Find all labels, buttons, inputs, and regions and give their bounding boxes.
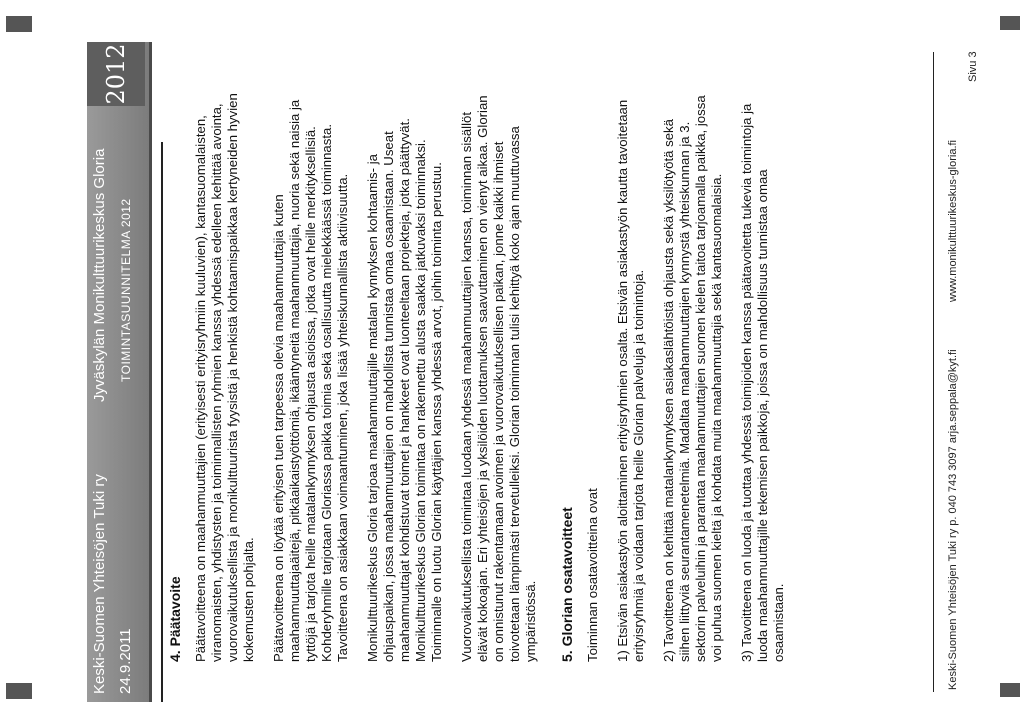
header-year-badge: 2012 [87,42,145,106]
footer-website: www.monikulttuurikeskus-gloria.fi [947,140,959,302]
section-4-paragraph-3: Monikulttuurikeskus Gloria tarjoaa maahanmuuttajille matalan kynnyksen kohtaamis- ja ohjauspaikan, jossa maahanmuuttajien on mahdollista tunnistaa omaa osaamistaan. Useat maahanmuuttajat kohdistuvat toimet ja hankkeet ovat luonteeltaan projekteja, jotka päättyvät. Monikulttuurikeskus Glorian toimintaa on rakennettu alusta saakka jatkuvaksi toiminnaksi. Toiminnalle on luotu Glorian käyttäjien kanssa yhdessä arvot, joihin toiminta perustuu. [365,118,444,662]
header-title: Jyväskylän Monikulttuurikeskus Gloria [91,148,108,402]
section-5-intro: Toiminnan osatavoitteina ovat [585,488,600,662]
header-date: 24.9.2011 [117,628,134,694]
section-4-paragraph-4: Vuorovaikutuksellista toimintaa luodaan yhdessä maahanmuuttajien kanssa, toiminnan sisällöt elävät kokoajan. Eri yhteisöjen ja yksilöiden luottamuksen saavuttaminen on vienyt aikaa. Glorian on onnistunut rakentamaan avoimen ja vuorovaikutuksellisen paikan, jonne kaikki ihmiset toivotetaan lämpimästi tervetulleiksi. Glorian toiminnan tulisi kehittyä koko ajan muuttuvassa ympäristössä. [459,95,538,662]
section-5-heading: 5. Glorian osatavoitteet [559,507,575,662]
section-4-heading: 4. Päätavoite [167,576,183,662]
footer-divider [933,52,934,692]
section-4-paragraph-1: Päätavoitteena on maahanmuuttajien (erityisesti erityisryhmiin kuuluvien), kantasuomalaisten, viranomaisten, yhdistysten ja toiminnallisten ryhmien kanssa yhdessä edelleen kehittää avointa, vuorovaikutuksellista ja monikulttuurista fyysistä ja henkistä kohtaamispaikkaa kertyneiden hyvien kokemusten pohjalta. [193,93,256,662]
section-4-paragraph-2: Päätavoitteena on löytää erityisen tuen tarpeessa olevia maahanmuuttajia kuten maahanmuuttajaäitejä, pitkäaikaistyöttömiä, ikääntyneitä maahanmuuttajia, nuoria sekä naisia ja tyttöjä ja tarjota heille matalankynnyksen ohjausta asioissa, jotka ovat heille merkityksellisiä. Kohderyhmille tarjotaan Gloriassa paikka toimia sekä osallisuutta mielekkäässä toiminnasta. Tavoitteena on asiakkaan voimaantuminen, joka lisää yhteiskunnallista aktiivisuutta. [271,99,350,662]
goal-1: 1) Etsivän asiakastyön aloittaminen erityisryhmien osalta. Etsivän asiakastyön kautta tavoitetaan erityisryhmiä ja voidaan tarjota heille Glorian palveluja ja toimintoja. [615,99,646,662]
footer-contact: Keski-Suomen Yhteisöjen Tuki ry p. 040 743 3097 arja.seppala@kyt.fi [947,349,959,690]
scan-mark-top-right [1000,16,1020,30]
page-footer [933,42,993,702]
scan-mark-top [6,16,32,32]
header-divider [161,142,163,702]
document-page [87,42,997,702]
header-subtitle: TOIMINTASUUNNITELMA 2012 [119,198,133,382]
scan-mark-bottom [6,683,32,699]
goal-2: 2) Tavoitteena on kehittää matalankynnyksen asiakaslähtöistä ohjausta sekä yksilötyötä sekä siihen liittyviä seurantamenetelmiä. Madaltaa maahanmuuttajien kynnystä yhteiskunnan ja 3. sektorin palveluihin ja parantaa maahanmuuttajien suomen kielen taitoa tarjoamalla paikka, jossa voi puhua suomen kieltä ja kohdata muita maahanmuuttajia sekä kantasuomalaisia. [661,95,724,662]
page-content [167,92,801,662]
header-org: Keski-Suomen Yhteisöjen Tuki ry [91,474,108,694]
footer-page-number: Sivu 3 [967,51,979,82]
scan-mark-bottom-right [1000,683,1020,697]
goal-3: 3) Tavoitteena on luoda ja tuottaa yhdessä toimijoiden kanssa päätavoitetta tukevia toimintoja ja luoda maahanmuuttajille tekemisen paikkoja, joissa on mahdollisuus tunnistaa omaa osaamistaan. [739,103,786,662]
page-header [87,42,152,702]
